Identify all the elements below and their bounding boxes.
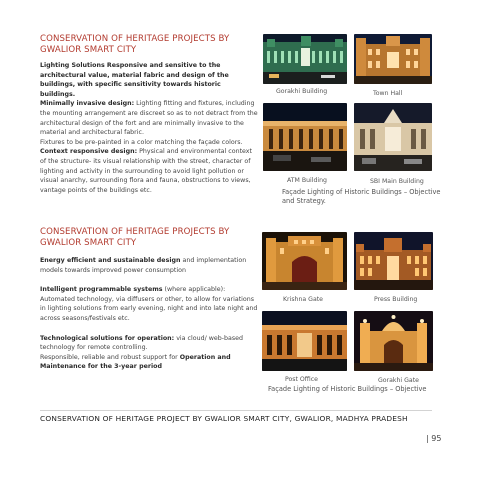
caption-post-office: Post Office [285,376,318,383]
section1-para1 [40,61,258,99]
section2-para1 [40,256,258,275]
section1-para4-text: Physical and environmental context of the structure- its visual relationship with the street, character of lighting and activity in the surrounding to avoid light pollution or visual anarchy, surrounding flora and fauna, obstructions to views, vantage points of the buildings etc. [40,148,253,194]
section2-heading [40,227,260,249]
section2-heading-line2: GWALIOR SMART CITY [40,238,137,248]
photo-sbi-main-building [354,103,432,171]
section2-heading-line1: CONSERVATION OF HERITAGE PROJECTS BY [40,227,230,237]
post-office-image [262,311,347,371]
photo-gorakhi-building [263,34,347,84]
sbi-main-building-image [354,103,432,171]
photo-press-building [354,232,433,290]
town-hall-image [354,34,432,84]
photo-gorakhi-gate [354,311,433,371]
section1-heading-line2: GWALIOR SMART CITY [40,45,137,55]
gallery2-subtitle: Façade Lighting of Historic Buildings – Objective [268,385,427,393]
section2-para4-text: Responsible, reliable and robust support for [40,353,180,361]
footer-title: CONSERVATION OF HERITAGE PROJECT BY GWALIOR SMART CITY, GWALIOR, MADHYA PRADESH [40,414,408,423]
section2-para2-text: (where applicable): Automated technology, via diffusers or other, to allow for variations in lighting solutions from early evening, night and into late night and across seasons/festivals etc. [40,286,258,322]
section1-para4-bold: Context responsive design: [40,148,138,156]
section2-para3 [40,334,258,353]
gallery1-subtitle: Façade Lighting of Historic Buildings – Objective and Strategy. [282,188,441,205]
section2-para3-bold: Technological solutions for operation: [40,334,175,342]
section2-para1-bold: Energy efficient and sustainable design [40,257,181,264]
section1-heading [40,34,260,56]
atm-building-image [263,103,347,171]
section1-para3: Fixtures to be pre-painted in a color matching the façade colors. [40,138,243,146]
photo-krishna-gate [262,232,347,290]
caption-gorakhi-building: Gorakhi Building [276,88,328,95]
section1-para2-text: Lighting fitting and fixtures, including the mounting arrangement are discreet so as to not detract from the architectural design of the fort and are minimally invasive to the material and architectural fabric. [40,100,258,137]
caption-press-building: Press Building [374,296,418,303]
caption-atm-building: ATM Building [287,177,327,184]
caption-krishna-gate: Krishna Gate [283,296,323,303]
footer-divider [40,410,432,411]
photo-town-hall [354,34,432,84]
gorakhi-building-image [263,34,347,84]
caption-gorakhi-gate: Gorakhi Gate [378,377,419,384]
caption-town-hall: Town Hall [373,90,403,97]
section2-body [40,256,258,372]
section1-para1-bold: Lighting Solutions Responsive and sensitive to the architectural value, material fabric and design of the buildings, with specific sensitivity towards historic buildings. [40,62,229,98]
section2-para3-text: via cloud/ web-based technology for remote controlling. [40,334,244,352]
gorakhi-gate-image [354,311,433,371]
photo-post-office [262,311,347,371]
press-building-image [354,232,433,290]
photo-atm-building [263,103,347,171]
section2-para1-text: and implementation models towards improved power consumption [40,257,247,274]
section2-para4-bold: Operation and Maintenance for the 3-year period [40,353,231,371]
section2-para2 [40,285,258,323]
caption-sbi-main-building: SBI Main Building [370,178,424,185]
section1-para4 [40,147,258,195]
section1-heading-line1: CONSERVATION OF HERITAGE PROJECTS BY [40,34,230,44]
section2-para4 [40,353,258,372]
section1-body [40,61,258,195]
section1-para2 [40,99,258,137]
section1-para2-bold: Minimally invasive design: [40,100,135,108]
section2-para2-bold: Intelligent programmable systems [40,286,163,294]
page-number: | 95 [426,434,442,443]
krishna-gate-image [262,232,347,290]
